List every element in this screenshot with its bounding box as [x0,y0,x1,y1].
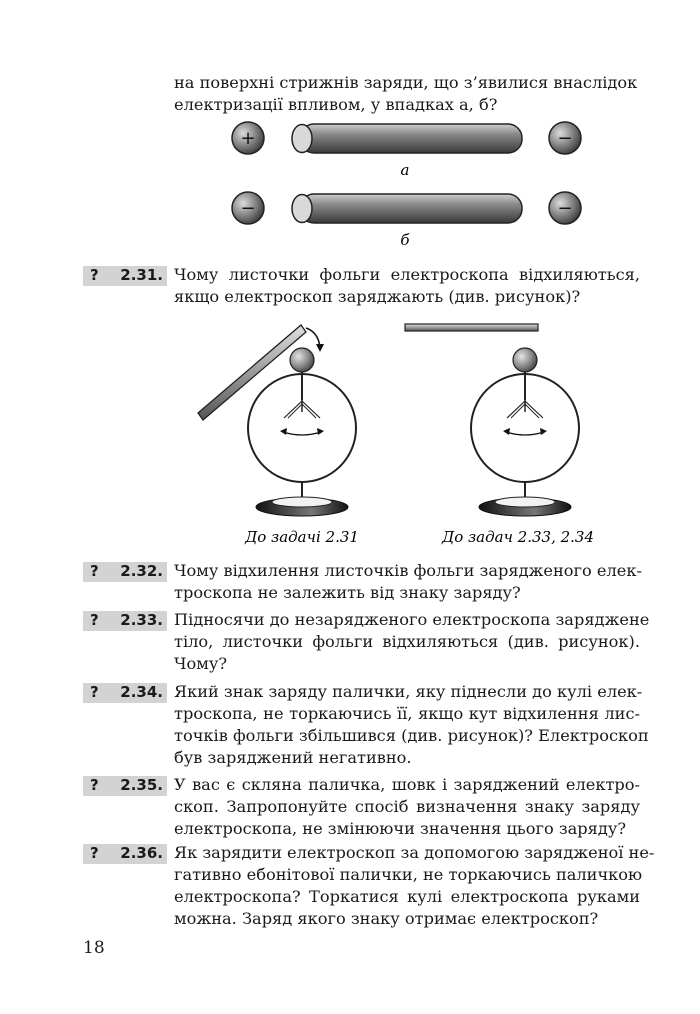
rods-figure [0,115,700,255]
task-line: гативно ебонітової палички, не торкаючись паличкою [174,865,643,884]
foil-leaf-edge [511,404,525,418]
foil-leaf [507,401,525,418]
label-b: б [400,231,410,249]
task-text [174,681,649,769]
task-number-text: 2.36 [120,844,158,862]
base-top [272,497,332,507]
task-line: точків фольги збільшився (див. рисунок)? Електроскоп [174,726,649,745]
task-number-text: 2.31 [120,266,158,284]
arrow-head-icon [280,428,287,435]
task-line: Який знак заряду палички, яку піднесли до кулі елек- [174,682,643,701]
task-line: Чому листочки фольги електроскопа відхиляються, [174,265,640,284]
question-icon: ? [90,562,99,580]
electroscope-knob [513,348,537,372]
task-line: троскопа не залежить від знаку заряду? [174,583,521,602]
intro-line: електризації впливом, у впадках а, б? [174,95,498,114]
question-icon: ? [90,844,99,862]
page-number: 18 [83,938,105,958]
task-line: У вас є скляна паличка, шовк і заряджений електро- [174,775,640,794]
electroscope-knob [290,348,314,372]
task-text [174,560,640,604]
rod-end-a [292,125,312,153]
task-number: 2.33. [120,611,163,629]
arrow-head-icon [503,428,510,435]
electroscope-left [198,325,356,516]
foil-leaf [525,401,543,418]
task-text [174,842,655,930]
task-line: можна. Заряд якого знаку отримає електроскоп? [174,909,599,928]
task-text [174,774,640,840]
electroscopes-figure [0,310,700,550]
task-number: 2.31. [120,266,163,284]
task-number-text: 2.32 [120,562,158,580]
base-top [495,497,555,507]
task-line: Підносячи до незарядженого електроскопа заряджене [174,610,650,629]
task-line: тіло, листочки фольги відхиляються (див. рисунок). [174,632,640,651]
task-line: був заряджений негативно. [174,748,412,767]
question-icon: ? [90,683,99,701]
metal-rod-a [300,124,522,153]
charged-stick-right [405,324,538,331]
right-charge-sign-a: − [557,128,573,149]
question-icon: ? [90,611,99,629]
task-line: Як зарядити електроскоп за допомогою зарядженої не- [174,843,655,862]
row-b [232,192,581,249]
task-line: троскопа, не торкаючись її, якщо кут відхилення лис- [174,704,640,723]
task-line: скоп. Запропонуйте спосіб визначення знаку заряду [174,797,640,816]
task-text [174,609,650,675]
task-line: якщо електроскоп заряджають (див. рисунок)? [174,287,581,306]
question-icon: ? [90,266,99,284]
intro-line: на поверхні стрижнів заряди, що з’явилися внаслідок [174,73,638,92]
metal-rod-b [300,194,522,223]
task-number-text: 2.34 [120,683,158,701]
question-icon: ? [90,776,99,794]
task-line: Чому? [174,654,228,673]
task-number: 2.36. [120,844,163,862]
foil-leaf-edge [525,404,539,418]
right-charge-sign-b: − [557,198,573,219]
task-line: електроскопа, не змінюючи значення цього заряду? [174,819,627,838]
arrow-head-icon [540,428,547,435]
task-number-text: 2.33 [120,611,158,629]
arrow-head-icon [317,428,324,435]
task-number-text: 2.35 [120,776,158,794]
task-number: 2.35. [120,776,163,794]
deflection-arrow [506,432,544,435]
foil-leaf [284,401,302,418]
task-number: 2.34. [120,683,163,701]
task-text [174,264,640,308]
foil-leaf-edge [302,404,316,418]
left-charge-sign-b: − [240,198,256,219]
arrow-head-icon [316,344,324,352]
electroscope-right [405,324,579,516]
foil-leaf-edge [288,404,302,418]
row-a [232,122,581,179]
deflection-arrow [283,432,321,435]
rod-end-b [292,195,312,223]
left-charge-sign-a: + [240,128,256,149]
task-line: Чому відхилення листочків фольги зарядженого елек- [174,561,642,580]
foil-leaf [302,401,320,418]
caption-right: До задач 2.33, 2.34 [442,528,594,546]
intro-paragraph [174,72,639,116]
caption-left: До задачі 2.31 [245,528,359,546]
task-line: електроскопа? Торкатися кулі електроскопа руками [174,887,640,906]
task-number: 2.32. [120,562,163,580]
label-a: а [400,161,410,179]
